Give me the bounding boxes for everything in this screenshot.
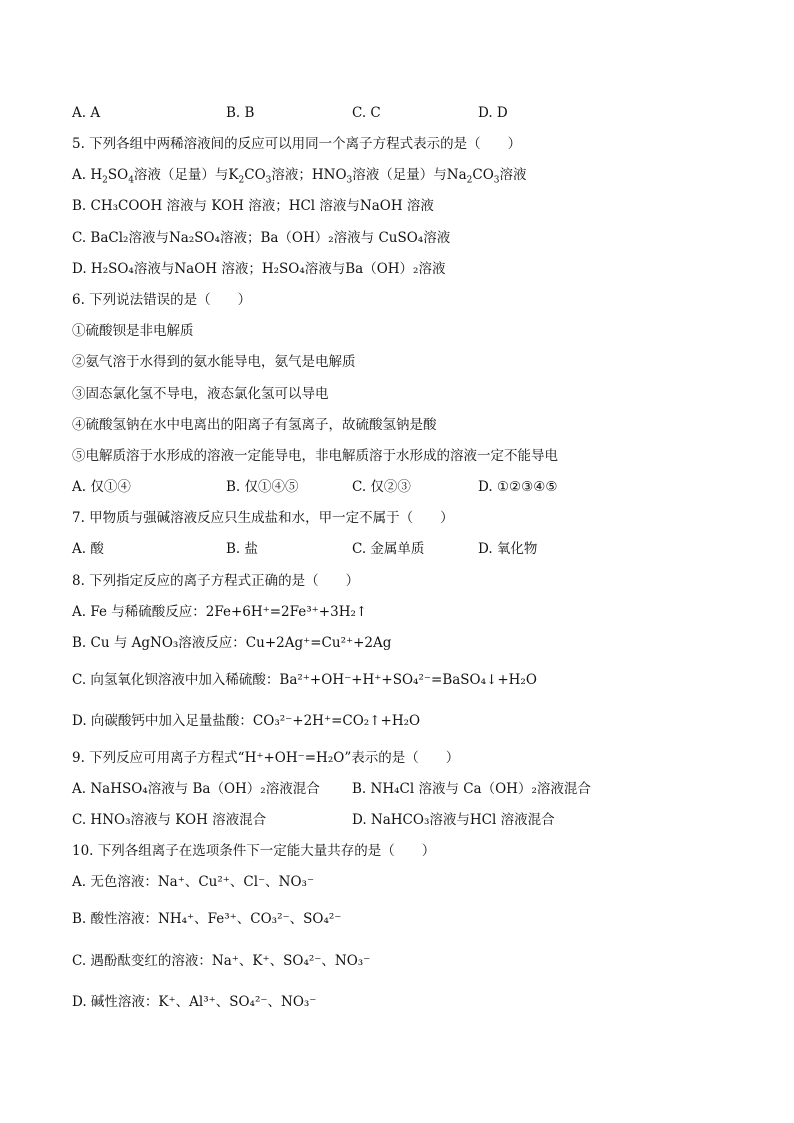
q10-option-c: C. 遇酚酞变红的溶液：Na⁺、K⁺、SO₄²⁻、NO₃⁻ bbox=[72, 953, 371, 969]
q6-statement-3: ③固态氯化氢不导电，液态氯化氢可以导电 bbox=[72, 386, 329, 402]
q6-statement-1: ①硫酸钡是非电解质 bbox=[72, 323, 194, 339]
q8-option-c: C. 向氢氧化钡溶液中加入稀硫酸：Ba²⁺+OH⁻+H⁺+SO₄²⁻=BaSO₄↓+H₂O bbox=[72, 672, 537, 688]
q6-stem: 6. 下列说法错误的是（ ） bbox=[72, 292, 252, 308]
q9-option-a: A. NaHSO₄溶液与 Ba（OH）₂溶液混合 bbox=[72, 781, 320, 797]
q6-option-b: B. 仅①④⑤ bbox=[226, 479, 299, 495]
q7-stem: 7. 甲物质与强碱溶液反应只生成盐和水，甲一定不属于（ ） bbox=[72, 510, 454, 526]
q5-option-b: B. CH₃COOH 溶液与 KOH 溶液；HCl 溶液与NaOH 溶液 bbox=[72, 198, 434, 214]
q7-option-d: D. 氧化物 bbox=[478, 541, 538, 557]
q8-option-b: B. Cu 与 AgNO₃溶液反应：Cu+2Ag⁺=Cu²⁺+2Ag bbox=[72, 635, 392, 651]
q5-stem: 5. 下列各组中两稀溶液间的反应可以用同一个离子方程式表示的是（ ） bbox=[72, 136, 522, 152]
q6-statement-4: ④硫酸氢钠在水中电离出的阳离子有氢离子，故硫酸氢钠是酸 bbox=[72, 417, 437, 433]
q10-stem: 10. 下列各组离子在选项条件下一定能大量共存的是（ ） bbox=[72, 843, 436, 859]
q8-option-a: A. Fe 与稀硫酸反应：2Fe+6H⁺=2Fe³⁺+3H₂↑ bbox=[72, 604, 368, 620]
q9-option-c: C. HNO₃溶液与 KOH 溶液混合 bbox=[72, 812, 267, 828]
q9-option-d: D. NaHCO₃溶液与HCl 溶液混合 bbox=[352, 812, 555, 828]
q4-option-a: A. A bbox=[72, 105, 101, 121]
q6-option-d: D. ①②③④⑤ bbox=[478, 479, 558, 495]
q5-option-c: C. BaCl₂溶液与Na₂SO₄溶液；Ba（OH）₂溶液与 CuSO₄溶液 bbox=[72, 230, 451, 246]
q10-option-a: A. 无色溶液：Na⁺、Cu²⁺、Cl⁻、NO₃⁻ bbox=[72, 874, 315, 890]
q4-option-d: D. D bbox=[478, 105, 508, 121]
q4-option-c: C. C bbox=[352, 105, 381, 121]
q7-option-a: A. 酸 bbox=[72, 541, 104, 557]
q8-option-d: D. 向碳酸钙中加入足量盐酸：CO₃²⁻+2H⁺=CO₂↑+H₂O bbox=[72, 713, 421, 729]
q8-stem: 8. 下列指定反应的离子方程式正确的是（ ） bbox=[72, 573, 360, 589]
q7-option-b: B. 盐 bbox=[226, 541, 259, 557]
q10-option-b: B. 酸性溶液：NH₄⁺、Fe³⁺、CO₃²⁻、SO₄²⁻ bbox=[72, 911, 342, 927]
q6-statement-5: ⑤电解质溶于水形成的溶液一定能导电，非电解质溶于水形成的溶液一定不能导电 bbox=[72, 448, 558, 464]
q5-option-a: A. $H_2SO_4$溶液（足量）与$K_2CO_3$溶液；$HNO_3$溶液（足量）与$Na_2CO_3$溶液 bbox=[72, 167, 527, 186]
q4-option-b: B. B bbox=[226, 105, 255, 121]
q9-option-b: B. NH₄Cl 溶液与 Ca（OH）₂溶液混合 bbox=[352, 781, 591, 797]
q10-option-d: D. 碱性溶液：K⁺、Al³⁺、SO₄²⁻、NO₃⁻ bbox=[72, 994, 317, 1010]
q6-option-c: C. 仅②③ bbox=[352, 479, 411, 495]
q9-stem: 9. 下列反应可用离子方程式“H⁺+OH⁻=H₂O”表示的是（ ） bbox=[72, 750, 460, 766]
q7-option-c: C. 金属单质 bbox=[352, 541, 425, 557]
q6-option-a: A. 仅①④ bbox=[72, 479, 131, 495]
q6-statement-2: ②氨气溶于水得到的氨水能导电，氨气是电解质 bbox=[72, 354, 356, 370]
q5-option-d: D. H₂SO₄溶液与NaOH 溶液；H₂SO₄溶液与Ba（OH）₂溶液 bbox=[72, 261, 446, 277]
